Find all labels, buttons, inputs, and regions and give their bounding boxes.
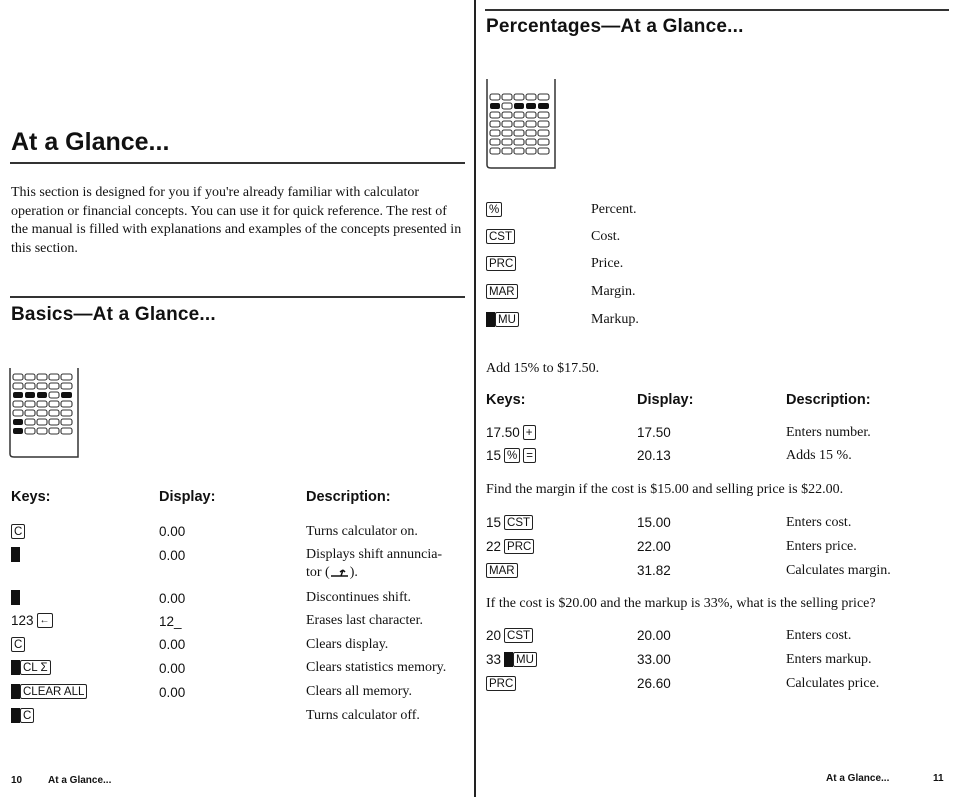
display-value: 20.00 [637, 628, 671, 643]
shift-key-icon [11, 547, 20, 562]
shift-key-icon [11, 684, 20, 699]
key-list-item [486, 312, 519, 327]
page-number: 10 [11, 775, 23, 786]
description-text: Displays shift annuncia- tor ( ). [306, 547, 443, 580]
basics-rule [10, 296, 465, 298]
display-value: 17.50 [637, 425, 671, 440]
description-text: Enters cost. [786, 515, 852, 530]
display-value: 26.60 [637, 676, 671, 691]
display-column-header: Display: [637, 392, 694, 408]
display-value: 0.00 [159, 548, 186, 563]
display-value: 22.00 [637, 539, 671, 554]
key-list-description: Percent. [591, 202, 637, 217]
table-row-keys [486, 676, 516, 691]
table-row-keys [11, 547, 20, 562]
key-list-item [486, 202, 502, 217]
table-row-keys [11, 684, 87, 699]
description-text: Clears display. [306, 637, 389, 652]
percent-key: % [504, 448, 520, 463]
calculator-keypad-icon [8, 368, 82, 458]
example-prompt: If the cost is $20.00 and the markup is 33%, what is the selling price? [486, 596, 876, 611]
table-row-keys: 123 ← [11, 613, 53, 628]
key-c: C [11, 637, 25, 652]
table-row-keys: 17.50 + [486, 425, 536, 440]
percent-key: % [486, 202, 502, 217]
key-c: C [20, 708, 34, 723]
table-row-keys [486, 563, 518, 578]
running-footer: At a Glance... [48, 775, 112, 786]
display-value: 0.00 [159, 524, 186, 539]
key-c: C [11, 524, 25, 539]
table-row-keys [11, 708, 34, 723]
description-text: Enters number. [786, 425, 871, 440]
cost-key: CST [486, 229, 515, 244]
description-text: Calculates margin. [786, 563, 891, 578]
description-text: Erases last character. [306, 613, 423, 628]
shift-key-icon [504, 652, 513, 667]
table-row-keys [11, 637, 25, 652]
table-row-keys: 22 PRC [486, 539, 534, 554]
table-row-keys: 15 CST [486, 515, 533, 530]
description-text: Enters markup. [786, 652, 872, 667]
description-column-header: Description: [306, 489, 391, 505]
description-text: Turns calculator off. [306, 708, 420, 723]
key-list-item [486, 229, 515, 244]
example-prompt: Add 15% to $17.50. [486, 361, 600, 376]
percentages-heading: Percentages—At a Glance... [486, 16, 744, 37]
display-value: 31.82 [637, 563, 671, 578]
key-list-description: Margin. [591, 284, 636, 299]
table-row-keys: 15 % = [486, 448, 536, 463]
description-text: Turns calculator on. [306, 524, 418, 539]
shift-key-icon [486, 312, 495, 327]
table-row-keys [11, 590, 20, 605]
keys-column-header: Keys: [11, 489, 51, 505]
margin-key: MAR [486, 284, 518, 299]
equals-key: = [523, 448, 536, 463]
display-value: 12_ [159, 614, 182, 629]
description-text: Adds 15 %. [786, 448, 852, 463]
heading-rule [485, 9, 949, 11]
display-value: 15.00 [637, 515, 671, 530]
markup-key: MU [495, 312, 519, 327]
display-value: 0.00 [159, 685, 186, 700]
intro-paragraph: This section is designed for you if you're already familiar with calculator operation or financial concepts. You can use it for quick reference. The rest of the manual is filled with explanations and examples of the concepts presented in this section. [11, 185, 462, 256]
display-value: 0.00 [159, 591, 186, 606]
description-text: Discontinues shift. [306, 590, 411, 605]
display-value: 0.00 [159, 661, 186, 676]
keys-column-header: Keys: [486, 392, 526, 408]
table-row-keys: 20 CST [486, 628, 533, 643]
title-rule [10, 162, 465, 164]
key-list-description: Cost. [591, 229, 621, 244]
description-text: Calculates price. [786, 676, 880, 691]
table-row-keys: 33 MU [486, 652, 537, 667]
shift-key-icon [11, 590, 20, 605]
key-list-description: Markup. [591, 312, 639, 327]
display-value: 0.00 [159, 637, 186, 652]
left-page [0, 0, 474, 797]
cost-key: CST [504, 515, 533, 530]
cost-key: CST [504, 628, 533, 643]
key-list-item [486, 256, 516, 271]
display-column-header: Display: [159, 489, 216, 505]
price-key: PRC [486, 256, 516, 271]
display-value: 20.13 [637, 448, 671, 463]
table-row-keys [11, 660, 51, 675]
key-list-description: Price. [591, 256, 624, 271]
page-title: At a Glance... [11, 128, 170, 156]
display-value: 33.00 [637, 652, 671, 667]
margin-key: MAR [486, 563, 518, 578]
shift-key-icon [11, 660, 20, 675]
calculator-keypad-icon [485, 79, 559, 169]
clear-all-key: CLEAR ALL [20, 684, 87, 699]
backspace-key: ← [37, 613, 53, 628]
description-text: Enters cost. [786, 628, 852, 643]
description-column-header: Description: [786, 392, 871, 408]
right-page [476, 0, 954, 797]
description-text: Clears statistics memory. [306, 660, 447, 675]
key-list-item [486, 284, 518, 299]
price-key: PRC [504, 539, 534, 554]
description-text: Clears all memory. [306, 684, 413, 699]
shift-key-icon [11, 708, 20, 723]
price-key: PRC [486, 676, 516, 691]
running-footer: At a Glance... [826, 773, 890, 784]
basics-heading: Basics—At a Glance... [11, 304, 216, 325]
clear-statistics-key: CL Σ [20, 660, 51, 675]
shift-annunciator-arrow-icon [330, 567, 350, 577]
markup-key: MU [513, 652, 537, 667]
table-row-keys [11, 524, 25, 539]
description-text: Enters price. [786, 539, 857, 554]
page-number: 11 [933, 773, 944, 784]
example-prompt: Find the margin if the cost is $15.00 and selling price is $22.00. [486, 482, 844, 497]
plus-key: + [523, 425, 536, 440]
